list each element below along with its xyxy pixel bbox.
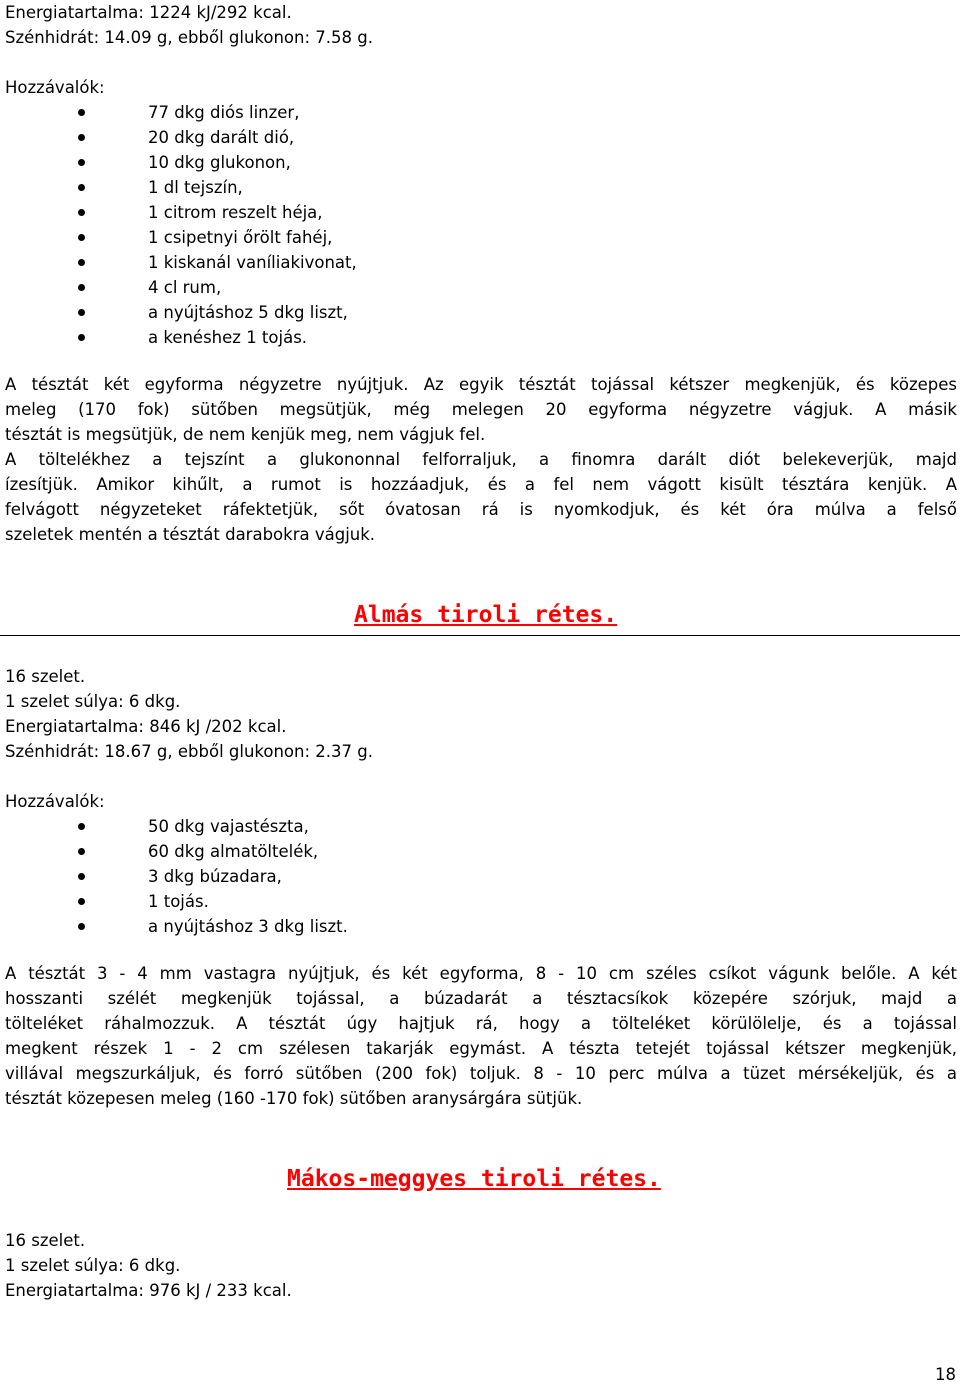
bullet-icon <box>78 848 85 855</box>
carb-line: Szénhidrát: 14.09 g, ebből glukonon: 7.58 g. <box>5 28 373 47</box>
text-line: A töltelékhez a tejszínt a glukononnal felforraljuk, a finomra darált diót belekeverjük, majd <box>5 450 957 469</box>
carb-line: Szénhidrát: 18.67 g, ebből glukonon: 2.37 g. <box>5 742 373 761</box>
servings-line: 16 szelet. <box>5 667 86 686</box>
bullet-icon <box>78 823 85 830</box>
list-item: 77 dkg diós linzer, <box>0 100 357 125</box>
text-line: meleg (170 fok) sütőben megsütjük, még melegen 20 egyforma négyzetre vágjuk. A másik <box>5 400 957 419</box>
slice-weight-line: 1 szelet súlya: 6 dkg. <box>5 692 181 711</box>
text-line: tésztát közepesen meleg (160 -170 fok) sütőben aranysárgára sütjük. <box>5 1089 583 1108</box>
bullet-icon <box>78 234 85 241</box>
recipe-title: Almás tiroli rétes. <box>354 602 618 628</box>
text-line: hosszanti szélét megkenjük tojással, a búzadarát a tésztacsíkok közepére szórjuk, majd a <box>5 989 957 1008</box>
servings-line: 16 szelet. <box>5 1231 86 1250</box>
method-paragraph <box>5 961 957 1111</box>
ingredients-title: Hozzávalók: <box>5 78 105 97</box>
list-item: 60 dkg almatöltelék, <box>0 839 348 864</box>
text-line: szeletek mentén a tésztát darabokra vágjuk. <box>5 525 376 544</box>
text-line: tölteléket ráhalmozzuk. A tésztát úgy hajtjuk rá, hogy a tölteléket körülölelje, és a tojással <box>5 1014 957 1033</box>
list-item: 1 csipetnyi őrölt fahéj, <box>0 225 357 250</box>
bullet-icon <box>78 923 85 930</box>
energy-line: Energiatartalma: 1224 kJ/292 kcal. <box>5 3 292 22</box>
text-line: felvágott négyzeteket ráfektetjük, sőt óvatosan rá is nyomkodjuk, és két óra múlva a felső <box>5 500 957 519</box>
bullet-icon <box>78 898 85 905</box>
text-line: A tésztát 3 - 4 mm vastagra nyújtjuk, és két egyforma, 8 - 10 cm széles csíkot vágunk belőle. A két <box>5 964 957 983</box>
list-item: 20 dkg darált dió, <box>0 125 357 150</box>
list-item: a kenéshez 1 tojás. <box>0 325 357 350</box>
text-line: villával megszurkáljuk, és forró sütőben (200 fok) toljuk. 8 - 10 perc múlva a tüzet mérsékeljük, és a <box>5 1064 957 1083</box>
page-number: 18 <box>935 1365 956 1384</box>
list-item: 4 cl rum, <box>0 275 357 300</box>
text-line: megkent részek 1 - 2 cm szélesen takarják egymást. A tészta tetejét tojással kétszer megkenjük, <box>5 1039 957 1058</box>
bullet-icon <box>78 309 85 316</box>
list-item: 1 tojás. <box>0 889 348 914</box>
list-item: 50 dkg vajastészta, <box>0 814 348 839</box>
bullet-icon <box>78 209 85 216</box>
list-item: 1 citrom reszelt héja, <box>0 200 357 225</box>
energy-line: Energiatartalma: 976 kJ / 233 kcal. <box>5 1281 292 1300</box>
method-paragraph <box>5 372 957 547</box>
slice-weight-line: 1 szelet súlya: 6 dkg. <box>5 1256 181 1275</box>
bullet-icon <box>78 873 85 880</box>
list-item: 10 dkg glukonon, <box>0 150 357 175</box>
bullet-icon <box>78 184 85 191</box>
bullet-icon <box>78 334 85 341</box>
recipe-title: Mákos-meggyes tiroli rétes. <box>287 1166 661 1192</box>
ingredients-list <box>0 814 348 939</box>
text-line: tésztát is megsütjük, de nem kenjük meg, nem vágjuk fel. <box>5 425 486 444</box>
list-item: a nyújtáshoz 5 dkg liszt, <box>0 300 357 325</box>
bullet-icon <box>78 159 85 166</box>
list-item: 1 kiskanál vaníliakivonat, <box>0 250 357 275</box>
text-line: ízesítjük. Amikor kihűlt, a rumot is hozzáadjuk, és a fel nem vágott kisült tésztára kenjük. A <box>5 475 957 494</box>
text-line: A tésztát két egyforma négyzetre nyújtjuk. Az egyik tésztát tojással kétszer megkenjük, és közepes <box>5 375 957 394</box>
ingredients-list <box>0 100 357 350</box>
energy-line: Energiatartalma: 846 kJ /202 kcal. <box>5 717 287 736</box>
bullet-icon <box>78 134 85 141</box>
ingredients-title: Hozzávalók: <box>5 792 105 811</box>
list-item: a nyújtáshoz 3 dkg liszt. <box>0 914 348 939</box>
list-item: 3 dkg búzadara, <box>0 864 348 889</box>
bullet-icon <box>78 284 85 291</box>
bullet-icon <box>78 109 85 116</box>
bullet-icon <box>78 259 85 266</box>
list-item: 1 dl tejszín, <box>0 175 357 200</box>
divider <box>0 635 960 636</box>
